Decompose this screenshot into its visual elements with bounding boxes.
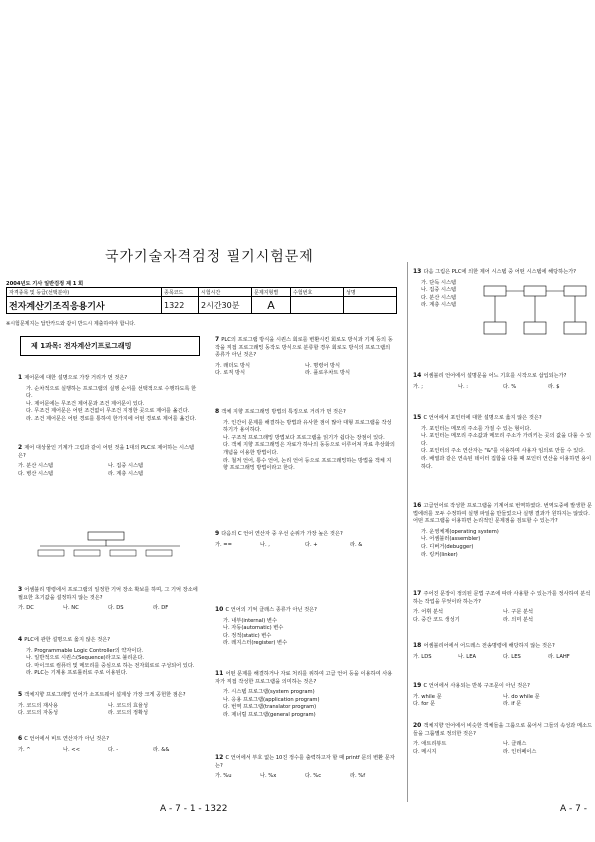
answer-option[interactable]: 다. %c (305, 773, 322, 780)
answer-option[interactable]: 라. 배열과 같은 연속된 데이터 집합을 다룰 때 포인터 연산을 이용하면 용이하다. (421, 455, 592, 470)
answer-option[interactable]: 다. % (503, 383, 517, 390)
question-17 (413, 590, 593, 624)
answer-option[interactable]: 가. ^ (18, 746, 31, 753)
answer-option[interactable]: 다. - (108, 746, 119, 753)
answer-option[interactable]: 다. 코드의 자동성 (18, 710, 59, 717)
answer-option[interactable]: 라. 조건 제어문은 어떤 경로를 통하여 한가지에 어떤 경로로 제어를 옮긴다. (26, 415, 197, 422)
section-title: 제 1과목: 전자계산기프로그래밍 (20, 336, 200, 356)
answer-option[interactable]: 나. 제어문에는 무조건 제어문과 조건 제어문이 있다. (26, 400, 145, 407)
answer-option[interactable]: 라. DF (153, 605, 169, 612)
question-number: 2 (18, 444, 25, 451)
question-7 (215, 336, 395, 378)
answer-option[interactable]: 나. : (458, 383, 469, 390)
question-number: 19 (413, 682, 424, 689)
question-5 (18, 691, 198, 718)
answer-option[interactable]: 가. 시스템 프로그램(system program) (223, 689, 315, 696)
answer-option[interactable]: 라. 플로우차트 방식 (305, 370, 351, 377)
answer-option[interactable]: 다. 로직 방식 (215, 370, 246, 377)
answer-option[interactable]: 다. 객체 지향 프로그래밍은 자료가 하나의 동등으로 이루어져 자료 추상화의 개념을 이용한 방법이다. (223, 442, 395, 456)
exam-no-field[interactable] (291, 297, 344, 314)
header-table (6, 287, 397, 314)
answer-option[interactable]: 나. 어셈블러(assembler) (421, 536, 481, 543)
question-number: 4 (18, 636, 25, 643)
answer-option[interactable]: 다. LES (503, 653, 521, 660)
answer-option[interactable]: 나. << (63, 746, 81, 753)
answer-option[interactable]: 나. 집중 시스템 (421, 287, 457, 294)
answer-option[interactable]: 가. while 문 (413, 693, 442, 700)
answer-option[interactable]: 나. 일반적으로 시퀀스(Sequence)라고도 불리운다. (26, 655, 145, 662)
answer-option[interactable]: 가. 분산 시스템 (18, 463, 54, 470)
question-number: 18 (413, 642, 424, 649)
question-4 (18, 636, 198, 678)
answer-option[interactable]: 가. == (215, 541, 233, 548)
answer-option[interactable]: 나. 명령어 방식 (305, 362, 341, 369)
question-number: 10 (215, 606, 226, 613)
answer-option[interactable]: 가. 운영체제(operating system) (421, 528, 499, 535)
answer-option[interactable]: 가. 내부(internal) 변수 (223, 617, 277, 624)
answer-option[interactable]: 나. 클래스 (503, 741, 527, 748)
answer-option[interactable]: 나. 집중 시스템 (108, 463, 144, 470)
question-18 (413, 642, 593, 661)
answer-option[interactable]: 다. 포인터의 주소 연산자는 "&"를 이용하며 사용자 임의로 만들 수 있다. (421, 448, 585, 455)
question-number: 6 (18, 735, 25, 742)
question-2 (18, 444, 198, 478)
answer-option[interactable]: 가. 어휘 분석 (413, 609, 444, 616)
question-6 (18, 735, 198, 754)
question-15 (413, 414, 593, 471)
name-label: 성명 (344, 288, 397, 297)
question-19 (413, 682, 593, 709)
answer-option[interactable]: 라. 계층 시스템 (421, 302, 457, 309)
question-text: 다음 그림은 PLC에 의한 제어 시스템 중 어떤 시스템에 해당하는가? (423, 269, 576, 275)
question-number: 1 (18, 374, 25, 381)
question-number: 13 (413, 268, 424, 275)
answer-option[interactable]: 가. 인간이 문제를 해결하는 방법과 유사한 점이 많아 대형 프로그램을 작성하기가 용이하다. (223, 419, 392, 434)
question-1 (18, 374, 198, 424)
question-number: 20 (413, 722, 424, 729)
answer-option[interactable]: 라. PLC는 기계용 프로톨러로 주로 이용된다. (26, 670, 128, 677)
answer-option[interactable]: 라. && (153, 746, 170, 753)
answer-option[interactable]: 나. 포인터는 메모리 주소값과 메모리 주소가 가리키는 곳의 값을 다룰 수 있다. (421, 433, 592, 447)
question-number: 16 (413, 502, 424, 509)
answer-option[interactable]: 라. %f (350, 773, 366, 780)
question-text: 객체지향 프로그래밍 언어가 소프트웨어 설계상 가장 크게 공헌한 점은? (24, 692, 186, 698)
question-number: 15 (413, 414, 424, 421)
answer-option[interactable]: 다. 메시지 (413, 748, 437, 755)
question-text: 주어진 문장이 정의된 문법 구조에 따라 사용할 수 있는가를 정사하여 분석하는 작업을 무엇이라 하는가? (413, 591, 591, 605)
question-text: 어셈블리어에서 어드레스 전송명령에 해당하지 않는 것은? (423, 643, 555, 649)
answer-option[interactable]: 다. 무조건 제어문은 어떤 조건없이 무조건 지정한 곳으로 제어를 옮긴다. (26, 408, 190, 415)
question-text: C 언어에서 포인터에 대한 설명으로 옳지 않은 것은? (423, 415, 542, 421)
answer-option[interactable]: 가. 순차적으로 실행하는 프로그램의 실행 순서를 선택적으로 수행하도록 한다. (26, 385, 197, 400)
answer-option[interactable]: 가. 코드의 재사용 (18, 702, 59, 709)
answer-option[interactable]: 다. 번역 프로그램(translator program) (223, 704, 317, 711)
question-14 (413, 372, 593, 391)
question-20 (413, 722, 593, 756)
answer-option[interactable]: 다. DS (108, 605, 124, 612)
answer-option[interactable]: 가. 포인터는 메모리 주소를 가질 수 있는 형이다. (421, 425, 532, 432)
question-text: 제어문에 대한 설명으로 가장 거리가 먼 것은? (24, 375, 128, 381)
type: A (252, 297, 291, 314)
question-number: 17 (413, 590, 424, 597)
question-text: 어셈블리 언어에서 설명문을 어느 기호를 시작으로 삽입되는가? (423, 373, 567, 379)
time: 2시간30분 (199, 297, 252, 314)
question-text: C 언어의 기억 클래스 종류가 아닌 것은? (225, 607, 317, 613)
footer-left: A - 7 - 1 - 1322 (160, 804, 228, 814)
answer-option[interactable]: 가. LDS (413, 653, 432, 660)
code-label: 종목코드 (162, 288, 199, 297)
answer-option[interactable]: 라. 레지스터(register) 변수 (223, 640, 288, 647)
question-text: PLC의 프로그램 방식을 시퀀스 회로를 변환시킨 회로도 방식과 기계 등의 동작을 직접 프로그래밍 동작도 방식으로 분류할 경우 회로도 방식의 프로그램의 종류가 아닌 것은? (215, 337, 393, 359)
answer-option[interactable]: 라. 의미 분석 (503, 616, 534, 623)
question-number: 11 (215, 670, 226, 677)
answer-option[interactable]: 다. + (305, 541, 318, 548)
question-number: 7 (215, 336, 222, 343)
answer-option[interactable]: 다. 분산 시스템 (421, 294, 457, 301)
year-line: 2004년도 기사 일반검정 제 1 회 (6, 281, 84, 287)
question-text: 어셈블리 명령에서 프로그램의 일정한 기억 장소 확보를 하며, 그 기억 장소에 필요한 초기값을 설정하지 않는 것은? (18, 587, 198, 601)
question-text: 제어 대상물인 기계가 그림과 같이 어떤 것을 1대의 PLC로 제어하는 시스템은? (18, 445, 195, 459)
answer-option[interactable]: 나. %x (260, 773, 277, 780)
answer-option[interactable]: 나. , (260, 541, 270, 548)
answer-option[interactable]: 다. 정적(static) 변수 (223, 632, 272, 639)
exam-no-label: 수험번호 (291, 288, 344, 297)
plc-diagram-q13 (480, 282, 590, 342)
answer-option[interactable]: 라. 철저 언어, 통수 언어, 논리 언어 등으로 프로그래밍하는 방법을 객체 지향 프로그래밍 방법이라고 한다. (223, 457, 392, 472)
question-text: 객체 지향 프로그래밍 방법의 특징으로 거리가 먼 것은? (221, 409, 346, 415)
category-label: 자격종목 및 등급(선택분야) (7, 288, 162, 297)
question-number: 8 (215, 408, 222, 415)
answer-option[interactable]: 나. 응용 프로그램(application program) (223, 696, 320, 703)
question-number: 14 (413, 372, 424, 379)
exam-title: 국가기술자격검정 필기시험문제 (105, 249, 314, 265)
plc-diagram-q2 (30, 522, 190, 562)
question-text: C 언어에서 사용되는 반복 구조문이 아닌 것은? (423, 683, 530, 689)
code: 1322 (162, 297, 199, 314)
answer-option[interactable]: 가. Programmable Logic Controller의 약자이다. (26, 647, 144, 654)
answer-option[interactable]: 라. LAHF (548, 653, 570, 660)
time-label: 시험시간 (199, 288, 252, 297)
question-number: 9 (215, 530, 222, 537)
answer-option[interactable]: 나. do while 문 (503, 693, 540, 700)
answer-option[interactable]: 다. 병산 시스템 (18, 470, 54, 477)
answer-option[interactable]: 라. $ (548, 383, 560, 390)
question-number: 12 (215, 754, 226, 761)
column-divider (407, 262, 408, 802)
question-16 (413, 502, 593, 559)
question-text: 다음의 C 언어 연산자 중 우선 순위가 가장 높은 것은? (221, 531, 343, 537)
name-field[interactable] (344, 297, 397, 314)
question-number: 5 (18, 691, 25, 698)
answer-option[interactable]: 다. 마이크로 컴퓨터 및 메모리를 중심으로 하는 전자회로로 구성되어 있다. (26, 662, 195, 669)
footer-right: A - 7 - (560, 804, 587, 814)
question-text: 객체지향 언어에서 비슷한 객체들을 그룹으로 묶어서 그들의 속성과 메소드들을 그룹별로 정의한 것은? (413, 723, 592, 737)
answer-option[interactable]: 나. 코드의 효율성 (108, 702, 149, 709)
answer-option[interactable]: 가. %u (215, 773, 232, 780)
question-text: 고급언어로 작성한 프로그램을 기계어로 번역하였다. 번역도중에 발생한 문법에러를 모두 수정하여 실행 파일을 만들었으나 실행 결과가 원하지는 않았다. 어떤 프로그램을 이용하면 논리적인 문제점을 검토할 수 있는가? (413, 503, 592, 525)
question-11 (215, 670, 395, 720)
answer-option[interactable]: 가. 단독 시스템 (421, 279, 457, 286)
question-text: PLC에 관한 설명으로 옳지 않은 것은? (24, 637, 111, 643)
answer-option[interactable]: 나. 자동(automatic) 변수 (223, 625, 284, 632)
answer-option[interactable]: 라. 링커(linker) (421, 551, 458, 558)
answer-option[interactable]: 라. 코드의 정확성 (108, 710, 149, 717)
answer-option[interactable]: 가. DC (18, 605, 34, 612)
question-9 (215, 530, 395, 549)
answer-option[interactable]: 나. LEA (458, 653, 477, 660)
question-text: C 언어에서 비트 연산자가 아닌 것은? (24, 736, 110, 742)
answer-option[interactable]: 가. 래더도 방식 (215, 362, 251, 369)
answer-option[interactable]: 라. if 문 (503, 701, 522, 708)
answer-option[interactable]: 라. & (350, 541, 363, 548)
question-text: C 언어에서 부호 없는 10진 정수를 출력하고자 할 때 printf 문의 변환 문자는? (215, 755, 395, 769)
answer-option[interactable]: 나. 구조적 프로그래밍 방법보다 프로그램을 읽기가 쉽다는 장점이 있다. (223, 434, 385, 441)
answer-option[interactable]: 다. 중간 코드 생성기 (413, 616, 460, 623)
question-text: 어떤 문제를 해결하거나 자료 처리를 위하여 고급 언어 등을 이용하여 사용자가 직접 작성한 프로그램을 의미하는 것은? (215, 671, 393, 685)
answer-option[interactable]: 라. 제너럴 프로그램(general program) (223, 711, 316, 718)
question-number: 3 (18, 586, 25, 593)
question-10 (215, 606, 395, 648)
answer-option[interactable]: 나. NC (63, 605, 79, 612)
answer-option[interactable]: 라. 인터페이스 (503, 748, 537, 755)
answer-option[interactable]: 가. 애트리뷰트 (413, 741, 447, 748)
question-8 (215, 408, 395, 473)
type-label: 문제지형별 (252, 288, 291, 297)
answer-option[interactable]: 다. 디버거(debugger) (421, 543, 474, 550)
subject: 전자계산기조직응용기사 (7, 297, 162, 314)
answer-option[interactable]: 다. for 문 (413, 701, 436, 708)
notice: ※시험문제지는 답안카드와 같이 반드시 제출하여야 합니다. (6, 321, 136, 327)
question-12 (215, 754, 395, 781)
answer-option[interactable]: 라. 계층 시스템 (108, 470, 144, 477)
answer-option[interactable]: 가. ; (413, 383, 424, 390)
answer-option[interactable]: 나. 구문 분석 (503, 609, 534, 616)
question-3 (18, 586, 198, 613)
